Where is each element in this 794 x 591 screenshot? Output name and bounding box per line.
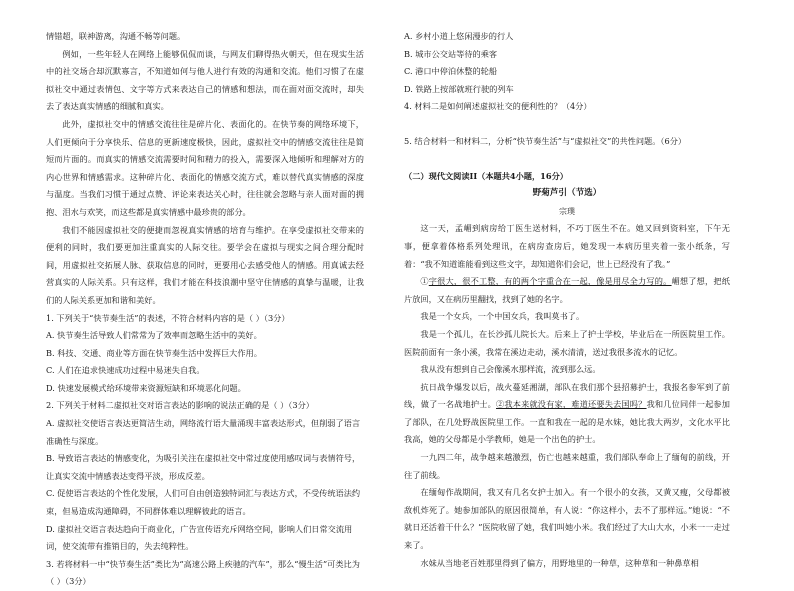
story-paragraph [404, 273, 730, 308]
question-2-option-d: D. 虚拟社交语言表达趋向于商业化，广告宣传语充斥网络空间，影响人们日常交流用词，使交流带有推销目的，失去纯粹性。 [46, 523, 353, 552]
material-paragraph: 此外，虚拟社交中的情感交流往往是碎片化、表面化的。在快节奏的网络环境下，人们更倾向于分享快乐、信息的更新速度极快，因此，虚拟社交中的情感交流往往是简短而片面的。而真实的情感交流需要时间和精力的投入，需要深入地倾听和理解对方的内心世界和情感需求。这种碎片化、表面化的情感交流方式，难以替代真实情感的深度与温度。当我们习惯于通过点赞、评论来表达关心时，往往就会忽略与亲人面对面的拥抱、泪水与欢笑，而这些都是真实情感中最珍贵的部分。 [46, 118, 364, 217]
answer-space [404, 151, 730, 168]
story-paragraph: 这一天，孟嵋到病房给丁医生送材料，不巧丁医生不在。她又回到资料室，下午无事，便拿着体格系列处理讯，在病房查房后，她发现一本病历里夹着一张小纸条，写着：“我不知道谁能看到这些文字，却知道你们会记，世上已经没有了我。” [404, 223, 730, 269]
question-5: 5. 结合材料一和材料二，分析“快节奏生活”与“虚拟社交”的共性问题。（6分） [404, 135, 687, 146]
question-2: 2. 下列关于材料二虚拟社交对语言表达的影响的说法正确的是（ ）（3分） [46, 400, 314, 411]
answer-space [404, 116, 730, 133]
question-2-option-a: A. 虚拟社交使语言表达更简洁生动，网络流行语大量涌现丰富表达形式，但削弱了语言准确性与深度。 [46, 418, 361, 446]
question-1-option-c: C. 人们在追求快速成功过程中易迷失自我。 [46, 365, 205, 376]
story-paragraph: 我是一个孤儿，在长沙孤儿院长大。后来上了护士学校，毕业后在一所医院里工作。医院前面有一条小溪，我常在溪边走动，溪水清清，送过我很多流水的记忆。 [404, 328, 730, 357]
question-3-option-d: D. 铁路上按部就班行驶的列车 [404, 83, 514, 94]
story-paragraph: 在缅甸作战期间，我又有几名女护士加入。有一个很小的女孩，又黄又瘦，父母都被敌机炸死了。她参加部队的原因很简单，有人说：“你这样小，去不了那样远。”她说：“不就日还活着干什么？”医院收留了她，我们叫她小米。我们经过了大山大水，小米一一走过来了。 [404, 487, 730, 551]
question-1-option-a: A. 快节奏生活导致人们常常为了效率而忽略生活中的美好。 [46, 330, 262, 341]
story-paragraph: 一九四二年，战争越来越激烈，伤亡也越来越重，我们部队奉命上了缅甸的前线，开往了前线。 [404, 452, 730, 480]
story-paragraph: 我从没有想到自己会像溪水那样流，流到那么远。 [420, 364, 601, 375]
question-3: 3. 若将材料一中“快节奏生活”类比为“高速公路上疾驰的汽车”，那么“慢生活”可类比为（ ）（3分） [46, 558, 360, 587]
story-text: 抗日战争爆发以后，战火蔓延湘湖，部队在我们那个县招募护士，我报名参军到了前线，做了一名战地护士。 [404, 381, 730, 410]
story-text: 我和几位同伴一起参加了部队，在几处野战医院里工作。一直和我在一起的是水妹，她比我大两岁，文化水平比我高，她的父母都是小学教师，她是一个出色的护士。 [404, 399, 730, 445]
left-column [46, 28, 364, 591]
question-2-option-c: C. 促使语言表达的个性化发展，人们可自由创造独特词汇与表达方式，不受传统语法约束，但易造成沟通障碍，不同群体难以理解彼此的语言。 [46, 488, 361, 517]
question-1-option-b: B. 科技、交通、商业等方面在快节奏生活中发挥巨大作用。 [46, 347, 262, 358]
section-heading: （二）现代文阅读II（本题共4小题，16分） [404, 170, 568, 181]
material-paragraph: 例如，一些年轻人在网络上能够侃侃而谈，与网友们聊得热火朝天，但在现实生活中的社交场合却沉默寡言，不知道如何与他人进行有效的沟通和交流。他们习惯了在虚拟社交中通过表情包、文字等方式来表达自己的情感和想法，而在面对面交流时，却失去了表达真实情感的细腻和真实。 [46, 48, 364, 112]
story-paragraph: 水妹从当地老百姓那里得到了偏方，用野地里的一种草，这种草和一种鼻草相 [420, 557, 699, 568]
question-3-option-b: B. 城市公交站等待的乘客 [404, 48, 498, 59]
right-column [404, 28, 730, 572]
material-paragraph: 情错超，联神游离，沟通不畅等问题。 [46, 31, 186, 41]
underlined-sentence-2: ②我本来就没有家，难道还要失去国吗？ [496, 399, 647, 410]
passage-title: 野菊芦引（节选） [532, 188, 602, 199]
question-3-option-a: A. 乡村小道上悠闲漫步的行人 [404, 31, 514, 41]
question-1-option-d: D. 快速发展模式给环境带来资源短缺和环境恶化问题。 [46, 382, 246, 393]
story-paragraph: 我是一个女兵，一个中国女兵，我叫莫书了。 [420, 311, 585, 322]
underlined-sentence-1: 字很大，很不工整，有的两个字重合在一起，像是用尽全力写的。 [428, 276, 672, 287]
material-paragraph: 我们不能因虚拟社交的便捷而忽视真实情感的培育与维护。在享受虚拟社交带来的便利的同时，我们要更加注重真实的人际交往。要学会在虚拟与现实之间合理分配时间，用虚拟社交拓展人脉、获取信息的同时，更要用心去感受他人的情感。用真诚去经营真实的人际关系。只有这样，我们才能在科技浪潮中坚守住情感的真挚与温暖，让我们的人际关系更加和谐和美好。 [46, 224, 364, 305]
question-2-option-b: B. 导致语言表达的情感变化，为吸引关注在虚拟社交中常过度使用感叹词与表情符号，让真实交流中情感表达变得平淡，形成反差。 [46, 453, 361, 481]
question-4: 4. 材料二是如何阐述虚拟社交的便利性的？（4分） [404, 101, 592, 112]
marker-1: ① [420, 276, 429, 287]
question-3-option-c: C. 港口中停泊休整的轮船 [404, 66, 498, 77]
story-text: 嵋想了想，把纸片放回，又在病历里翻找，找到了她的名字。 [404, 276, 730, 304]
passage-author: 宗璞 [559, 206, 575, 216]
story-paragraph [404, 379, 730, 449]
question-1: 1. 下列关于“快节奏生活”的表述，不符合材料内容的是（ ）（3分） [46, 312, 290, 323]
